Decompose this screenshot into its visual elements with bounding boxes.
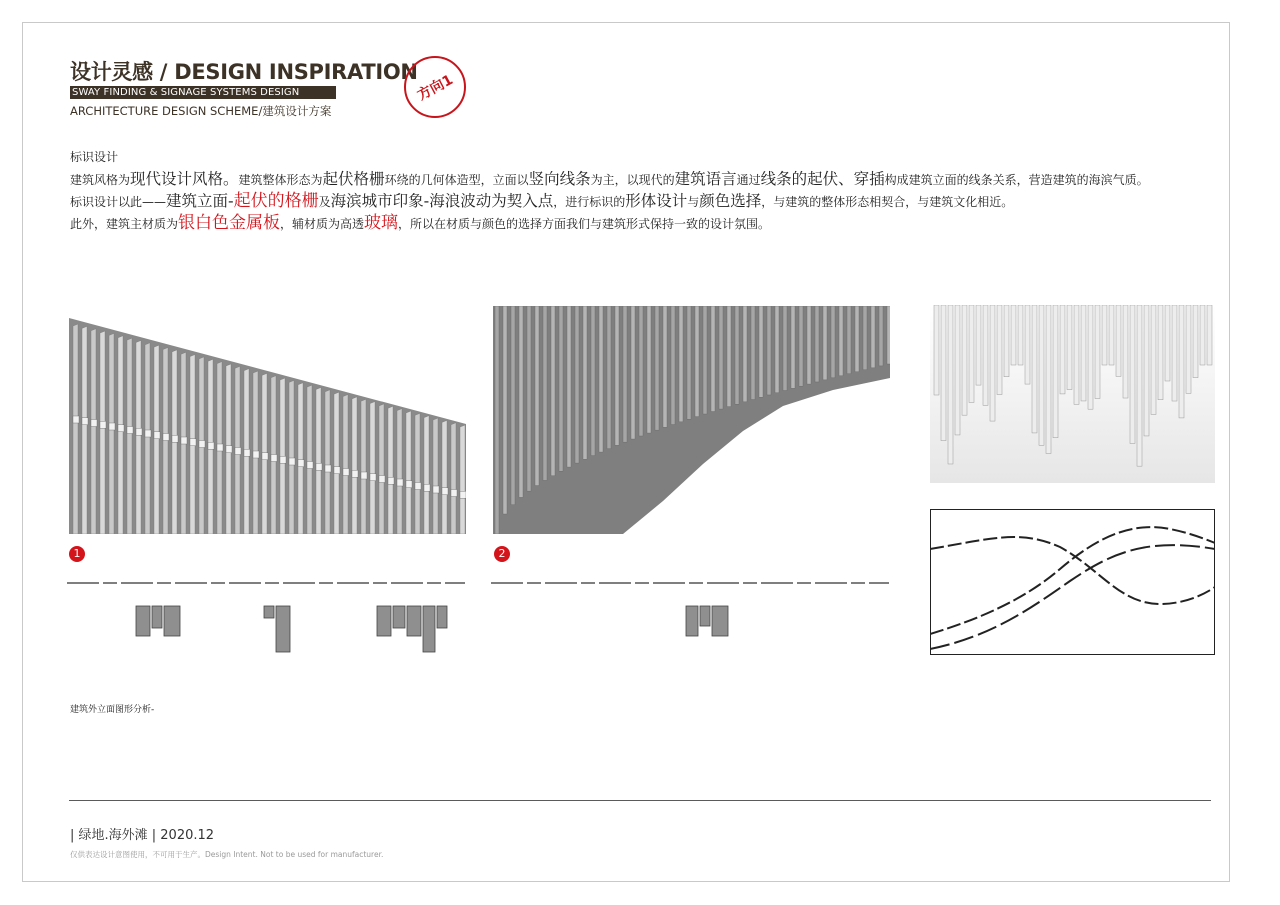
- stamp-label: 方向1: [415, 71, 456, 104]
- dash-line-1: [67, 578, 467, 588]
- wave-diagram: [930, 509, 1215, 655]
- figure-number-1: 1: [69, 546, 85, 562]
- figure-caption: 建筑外立面图形分析-: [70, 705, 155, 715]
- description-line-3: 此外，建筑主材质为银白色金属板，辅材质为高透玻璃，所以在材质与颜色的选择方面我们与建筑形式保持一致的设计氛围。: [70, 213, 771, 233]
- page-title: 设计灵感 / DESIGN INSPIRATION: [70, 60, 418, 84]
- sign-profiles-1: [130, 600, 470, 656]
- sign-profile-2: [680, 600, 740, 644]
- subtitle-bar: SWAY FINDING & SIGNAGE SYSTEMS DESIGN: [70, 86, 336, 99]
- figure-number-2: 2: [494, 546, 510, 562]
- signage-model-render: [930, 305, 1215, 483]
- facade-render-1: [69, 306, 466, 534]
- description-heading: 标识设计: [70, 150, 119, 164]
- description-block: [70, 146, 1220, 234]
- description-line-1: 建筑风格为现代设计风格。建筑整体形态为起伏格栅环绕的几何体造型，立面以竖向线条为主，以现代的建筑语言通过线条的起伏、穿插构成建筑立面的线条关系，营造建筑的海滨气质。: [70, 170, 1149, 188]
- footer-divider: [69, 800, 1211, 801]
- facade-render-2: [493, 306, 890, 534]
- direction-stamp: [404, 56, 466, 118]
- dash-line-2: [491, 578, 891, 588]
- footer-project: | 绿地.海外滩 | 2020.12: [70, 828, 215, 843]
- subtitle-scheme: ARCHITECTURE DESIGN SCHEME/建筑设计方案: [70, 104, 332, 118]
- description-line-2: 标识设计以此——建筑立面-起伏的格栅及海滨城市印象-海浪波动为契入点，进行标识的形体设计与颜色选择，与建筑的整体形态相契合，与建筑文化相近。: [70, 191, 1014, 211]
- footer-disclaimer: 仅供表达设计意图使用，不可用于生产。Design Intent. Not to be used for manufacturer.: [70, 850, 384, 859]
